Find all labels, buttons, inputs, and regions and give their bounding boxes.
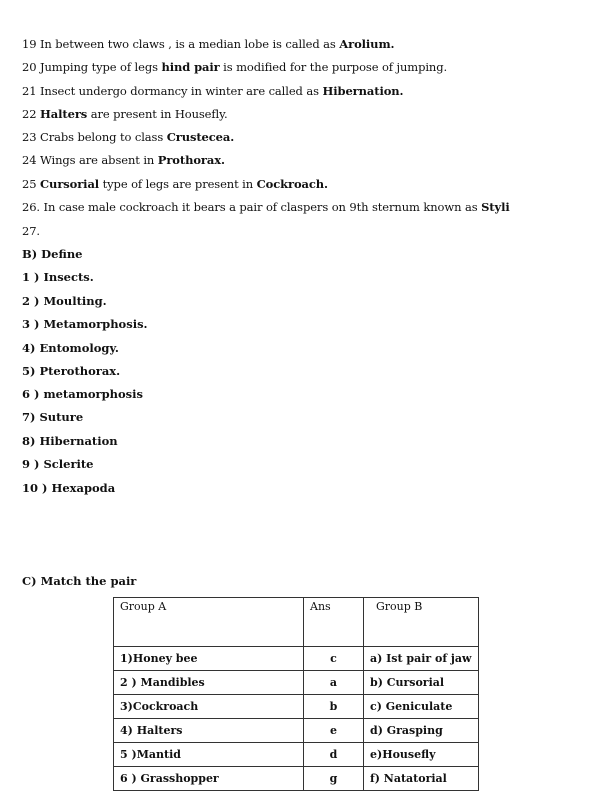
match-header-row [114, 598, 479, 647]
table-row [114, 695, 479, 719]
question-20: 20 Jumping type of legs hind pair is modified for the purpose of jumping. [22, 60, 448, 74]
ans-cell: a [304, 671, 364, 695]
ans-cell: e [304, 719, 364, 743]
table-row [114, 647, 479, 671]
define-item: 10 ) Hexapoda [22, 481, 116, 495]
group-b-cell: b) Cursorial [364, 671, 479, 695]
question-22: 22 Halters are present in Housefly. [22, 107, 228, 121]
question-24: 24 Wings are absent in Prothorax. [22, 153, 225, 167]
group-a-cell: 6 ) Grasshopper [114, 767, 304, 791]
define-item: 5) Pterothorax. [22, 364, 121, 378]
group-a-cell: 5 )Mantid [114, 743, 304, 767]
header-group-b: Group B [364, 598, 479, 647]
define-item: 1 ) Insects. [22, 270, 94, 284]
ans-cell: d [304, 743, 364, 767]
define-item: 9 ) Sclerite [22, 457, 94, 471]
question-27: 27. [22, 224, 40, 238]
define-item: 3 ) Metamorphosis. [22, 317, 148, 331]
table-row [114, 767, 479, 791]
define-heading: B) Define [22, 247, 83, 261]
define-item: 6 ) metamorphosis [22, 387, 143, 401]
group-a-cell: 2 ) Mandibles [114, 671, 304, 695]
table-row [114, 671, 479, 695]
table-row [114, 743, 479, 767]
ans-cell: c [304, 647, 364, 671]
group-b-cell: f) Natatorial [364, 767, 479, 791]
group-b-cell: e)Housefly [364, 743, 479, 767]
question-23: 23 Crabs belong to class Crustecea. [22, 130, 235, 144]
define-item: 4) Entomology. [22, 341, 119, 355]
group-b-cell: a) Ist pair of jaw [364, 647, 479, 671]
match-heading: C) Match the pair [22, 574, 137, 588]
header-group-a: Group A [114, 598, 304, 647]
question-21: 21 Insect undergo dormancy in winter are called as Hibernation. [22, 84, 404, 98]
question-19: 19 In between two claws , is a median lobe is called as Arolium. [22, 37, 395, 51]
group-b-cell: d) Grasping [364, 719, 479, 743]
define-item: 8) Hibernation [22, 434, 118, 448]
define-item: 2 ) Moulting. [22, 294, 107, 308]
group-a-cell: 1)Honey bee [114, 647, 304, 671]
header-ans: Ans [304, 598, 364, 647]
table-row [114, 719, 479, 743]
question-26: 26. In case male cockroach it bears a pair of claspers on 9th sternum known as Styli [22, 200, 510, 214]
ans-cell: b [304, 695, 364, 719]
define-item: 7) Suture [22, 410, 84, 424]
group-a-cell: 4) Halters [114, 719, 304, 743]
ans-cell: g [304, 767, 364, 791]
match-table [113, 597, 479, 791]
group-a-cell: 3)Cockroach [114, 695, 304, 719]
question-25: 25 Cursorial type of legs are present in Cockroach. [22, 177, 328, 191]
group-b-cell: c) Geniculate [364, 695, 479, 719]
